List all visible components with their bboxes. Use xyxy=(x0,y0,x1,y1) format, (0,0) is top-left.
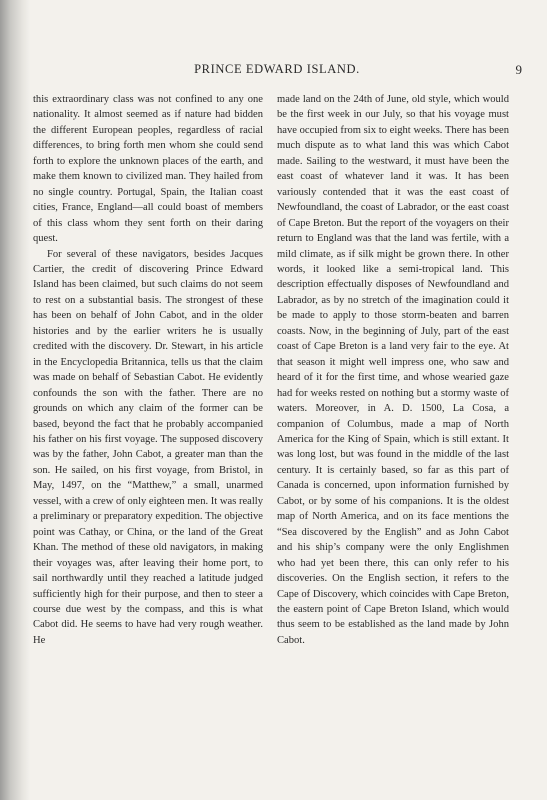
page-number: 9 xyxy=(515,62,522,77)
paragraph: this extraordinary class was not confined to any one nationality. It almost seemed as if nature had bidden the different European peoples, regardless of racial differences, to bring forth men whom she could send forth to explore the unknown places of the earth, and make them known to civilized man. They hailed from no single country. Portugal, Spain, the Italian coast cities, France, England—all could boast of members of this class whom they sent forth on their daring quest. xyxy=(33,94,263,245)
paragraph: made land on the 24th of June, old style, which would be the first week in our July, so that his voyage must have occupied from six to eight weeks. There has been much dispute as to what land this was which Cabot made. Sailing to the westward, it must have been the east coast of whatever land it was. It has been variously contended that it was the east coast of Newfoundland, the coast of Labrador, or the east coast of Cape Breton. But the report of the voyagers on their return to England was that the land was fertile, with a mild climate, as if silk might be grown there. In other words, it looked like a semi-tropical land. This description effectually disposes of Newfoundland and Labrador, as by no stretch of the imagination could it be made to apply to those storm-beaten and barren coasts. Now, in the beginning of July, part of the east coast of Cape Breton is a land very fair to the eye. At that season it might well impress one, who saw and heard of it for the first time, and whose wearied gaze had for weeks rested on nothing but a stormy waste of waters. Moreover, in A. D. 1500, La Cosa, a companion of Columbus, made a map of North America for the King of Spain, which is still extant. It was long lost, but was found in the middle of the last century. It is certainly based, so far as this part of Canada is concerned, upon information furnished by Cabot, or by some of his companions. It is the oldest map of North America, and on its face mentions the “Sea discovered by the English” and as John Cabot and his ship’s company were the only Englishmen who had yet been there, this can only refer to his discoveries. On the English section, it refers to the Cape of Discovery, which coincides with Cape Breton, the eastern point of Cape Breton Island, which would thus seem to be established as the land made by John Cabot. xyxy=(277,94,509,646)
page-gutter-shadow xyxy=(0,0,30,800)
right-column xyxy=(277,92,509,648)
page-header xyxy=(32,62,522,80)
left-column xyxy=(33,92,263,648)
paragraph: For several of these navigators, besides Jacques Cartier, the credit of discovering Prince Edward Island has been claimed, but such claims do not seem to rest on a substantial basis. The strongest of these has been on behalf of John Cabot, and in the older histories and by the earlier writers he is usually credited with the discovery. Dr. Stewart, in his article in the Encyclopedia Britannica, tells us that the claim was made on behalf of Sebastian Cabot. He evidently confounds the son with the father. There are no grounds on which any claim of the former can be based, beyond the fact that he probably accompanied his father on his first voyage. The supposed discovery was by the father, John Cabot, a greater man than the son. He sailed, on his first voyage, from Bristol, in May, 1497, on the “Matthew,” a small, unarmed vessel, with a crew of only eighteen men. It was really a preliminary or preparatory expedition. The objective point was Cathay, or China, or the land of the Great Khan. The method of these old navigators, in making their voyages was, after leaving their home port, to sail northwardly until they reached a latitude judged sufficiently high for their purpose, and then to steer a course due west by the compass, and this is what Cabot did. He seems to have had very rough weather. He xyxy=(33,248,263,646)
running-title: PRINCE EDWARD ISLAND. xyxy=(194,62,360,76)
